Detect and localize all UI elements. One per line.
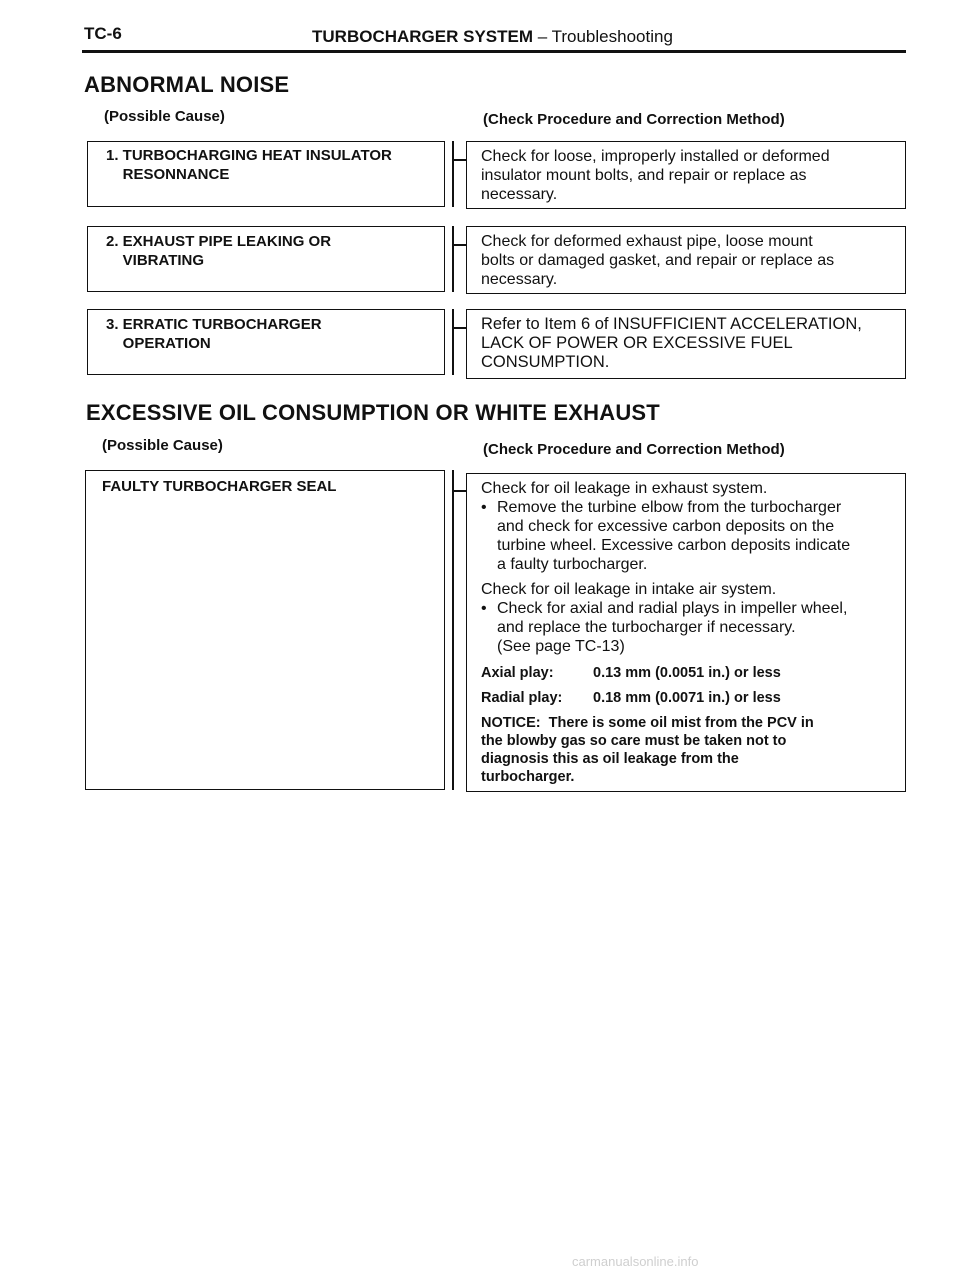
spec-label: Radial play: (481, 690, 563, 706)
connector-line (452, 490, 467, 492)
section-title-excessive-oil: EXCESSIVE OIL CONSUMPTION OR WHITE EXHAUST (86, 400, 660, 425)
spec-value: 0.18 mm (0.0071 in.) or less (593, 690, 781, 706)
bullet-icon: • (481, 499, 487, 516)
cause-box (87, 226, 445, 292)
check-box (466, 473, 906, 792)
check-bullet-continued: and check for excessive carbon deposits on the turbine wheel. Excessive carbon deposits indicate a faulty turbocharger. (497, 518, 851, 573)
connector-line (452, 159, 467, 161)
check-bullet: Remove the turbine elbow from the turbocharger (497, 499, 842, 516)
spec-radial-play (481, 689, 899, 708)
connector-line (452, 470, 454, 790)
page-code: TC-6 (84, 24, 122, 43)
possible-cause-label: (Possible Cause) (102, 437, 223, 454)
connector-line (452, 141, 454, 207)
check-line: Check for oil leakage in exhaust system. (481, 480, 768, 497)
section-title-abnormal-noise: ABNORMAL NOISE (84, 72, 290, 97)
cause-box (85, 470, 445, 790)
possible-cause-label: (Possible Cause) (104, 108, 225, 125)
check-box (466, 309, 906, 379)
header-title (312, 27, 673, 47)
check-text: Check for loose, improperly installed or deformed insulator mount bolts, and repair or replace as necessary. (481, 148, 830, 203)
connector-line (452, 327, 467, 329)
check-line: Check for oil leakage in intake air system. (481, 581, 777, 598)
connector-line (452, 309, 454, 375)
check-procedure-label: (Check Procedure and Correction Method) (483, 111, 785, 128)
header-rule (82, 50, 906, 53)
cause-text: FAULTY TURBOCHARGER SEAL (102, 478, 337, 495)
check-bullet-continued: and replace the turbocharger if necessary. (See page TC-13) (497, 619, 796, 655)
bullet-icon: • (481, 600, 487, 617)
cause-box (87, 141, 445, 207)
header-title-main: TURBOCHARGER SYSTEM (312, 27, 534, 46)
footer-url: carmanualsonline.info (572, 1254, 699, 1269)
check-procedure-label: (Check Procedure and Correction Method) (483, 441, 785, 458)
cause-text: 2. EXHAUST PIPE LEAKING OR VIBRATING (106, 233, 332, 269)
check-box (466, 141, 906, 209)
header-title-sub: – Troubleshooting (533, 27, 673, 46)
cause-text: 3. ERRATIC TURBOCHARGER OPERATION (106, 316, 322, 352)
connector-line (452, 226, 454, 292)
check-bullet: Check for axial and radial plays in impeller wheel, (497, 600, 848, 617)
cause-text: 1. TURBOCHARGING HEAT INSULATOR RESONNANCE (106, 147, 392, 183)
notice-text: NOTICE: There is some oil mist from the PCV in the blowby gas so care must be taken not to diagnosis this as oil leakage from the turbocharger. (481, 715, 814, 785)
spec-axial-play (481, 664, 899, 683)
spec-value: 0.13 mm (0.0051 in.) or less (593, 665, 781, 681)
connector-line (452, 244, 467, 246)
check-text: Refer to Item 6 of INSUFFICIENT ACCELERATION, LACK OF POWER OR EXCESSIVE FUEL CONSUMPTION. (481, 315, 862, 371)
cause-box (87, 309, 445, 375)
check-box (466, 226, 906, 294)
check-text: Check for deformed exhaust pipe, loose mount bolts or damaged gasket, and repair or replace as necessary. (481, 233, 835, 288)
spec-label: Axial play: (481, 665, 554, 681)
